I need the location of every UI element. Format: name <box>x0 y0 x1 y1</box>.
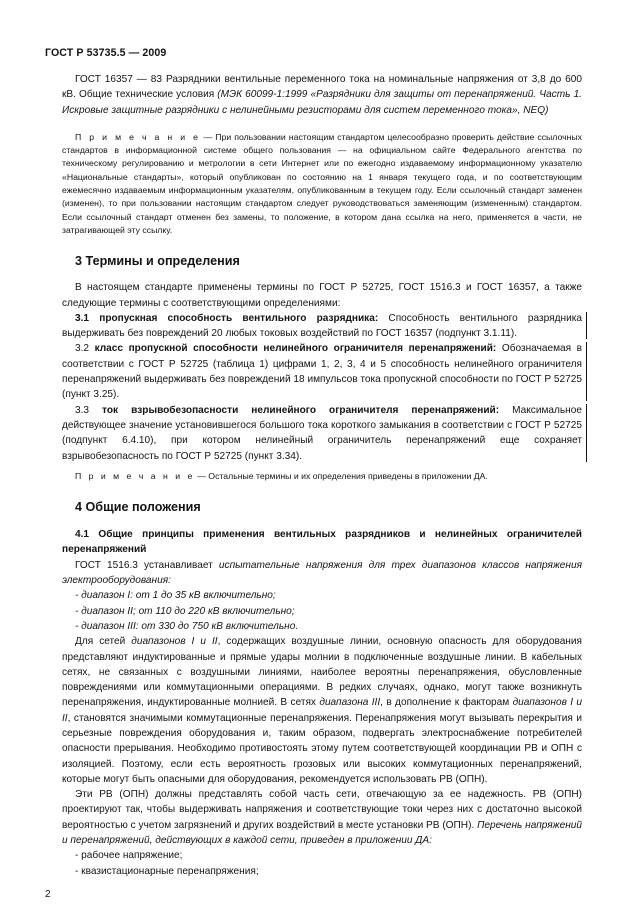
term-3-1 <box>62 311 582 342</box>
paragraph-overvoltage-danger: Для сетей диапазонов I и II, содержащих воздушные линии, основную опасность для оборудования представляют индуктированные и прямые удары молнии в подключенные воздушные линии. В кабельных сетях, не связанных с воздушными линиями, наиболее вероятны перенапряжения, обусловленные повреждениями или коммутационными операциями. В редких случаях, однако, могут также возникнуть перенапряжения, индуктированные молнией. В сетях диапазона III, в дополнение к факторам диапазонов I и II, становятся значимыми коммутационные перенапряжения. Перенапряжения могут вызывать перекрытия и серьезные повреждения оборудования и, таким образом, подвергать электроснабжение потребителей опасности прерывания. Необходимо противостоять этому путем соответствующей координации РВ и ОПН с изоляцией. Поэтому, если есть вероятность грозовых или высоких коммутационных перенапряжений, которые могут быть опасными для оборудования, рекомендуется использовать РВ (ОПН). <box>62 636 583 785</box>
term-3-3-name: ток взрывобезопасности нелинейного ограничителя перенапряжений: <box>89 404 500 416</box>
references-note: П р и м е ч а н и е — При пользовании настоящим стандартом целесообразно проверить действие ссылочных стандартов в информационной системе общего пользования — на официальном сайте Федерального агентства по техническому регулированию и метрологии в сети Интернет или по ежегодно издаваемому информационному указателю «Национальные стандарты», который опубликован по состоянию на 1 января текущего года, и по соответствующим ежемесячно издаваемым информационным указателям, опубликованным в текущем году. Если ссылочный стандарт заменен (изменен), то при пользовании настоящим стандартом следует руководствоваться заменяющим (измененным) стандартом. Если ссылочный стандарт отменен без замены, то положение, в котором дана ссылка на него, применяется в части, не затрагивающей эту ссылку. <box>62 131 582 235</box>
term-3-3-definition: Максимальное действующее значение установившегося большого тока короткого замыкания в соответствии с ГОСТ Р 52725 (подпункт 6.4.10), при котором нелинейный ограничитель перенапряжений еще сохраняет взрывобезопасность по ГОСТ Р 52725 (пункт 3.34). <box>62 404 582 462</box>
voltage-list-item: - рабочее напряжение; <box>75 850 183 862</box>
subsection-4-1-title: 4.1 Общие принципы применения вентильных разрядников и нелинейных ограничителей перенапряжений <box>62 529 582 556</box>
range-item: - диапазон II; от 110 до 220 кВ включительно; <box>75 605 295 617</box>
section-3-intro: В настоящем стандарте применены термины по ГОСТ Р 52725, ГОСТ 1516.3 и ГОСТ 16357, а также следующие термины с соответствующими определениями: <box>62 282 582 309</box>
section-4-title: 4 Общие положения <box>75 500 201 515</box>
term-3-2-name: класс пропускной способности нелинейного ограничителя перенапряжений: <box>89 343 497 355</box>
paragraph-test-voltages: ГОСТ 1516.3 устанавливает испытательные напряжения для трех диапазонов классов напряжения электрооборудования: <box>62 559 582 587</box>
section-3-title: 3 Термины и определения <box>75 254 240 269</box>
voltage-list-item: - квазистационарные перенапряжения; <box>75 865 259 877</box>
term-3-2-definition: Обозначаемая в соответствии с ГОСТ Р 52725 (таблица 1) цифрами 1, 2, 3, 4 и 5 способность нелинейного ограничителя перенапряжений выдерживать без повреждений 18 импульсов тока пропускной способности по ГОСТ Р 52725 (пункт 3.25). <box>62 343 583 401</box>
standard-header: ГОСТ Р 53735.5 — 2009 <box>45 47 167 59</box>
page-number: 2 <box>45 889 51 900</box>
terms-note: П р и м е ч а н и е — Остальные термины и их определения приведены в приложении ДА. <box>75 470 488 481</box>
range-item: - диапазон III: от 330 до 750 кВ включительно. <box>75 620 299 632</box>
term-3-1-definition: Способность вентильного разрядника выдерживать без повреждений 20 любых токовых воздействий по ГОСТ 16357 (подпункт 3.1.11). <box>62 312 582 340</box>
page-content <box>62 72 582 879</box>
term-3-2: 3.2 класс пропускной способности нелинейного ограничителя перенапряжений: Обозначаемая в соответствии с ГОСТ Р 52725 (таблица 1) цифрами 1, 2, 3, 4 и 5 способность нелинейного ограничителя перенапряжений выдерживать без повреждений 18 импульсов тока пропускной способности по ГОСТ Р 52725 (пункт 3.25). <box>62 341 582 402</box>
term-3-3: 3.3 ток взрывобезопасности нелинейного ограничителя перенапряжений: Максимальное действующее значение установившегося большого тока короткого замыкания в соответствии с ГОСТ Р 52725 (подпункт 6.4.10), при котором нелинейный ограничитель перенапряжений еще сохраняет взрывобезопасность по ГОСТ Р 52725 (пункт 3.34). <box>62 403 582 464</box>
reference-gost-16357: ГОСТ 16357 — 83 Разрядники вентильные переменного тока на номинальные напряжения от 3,8 до 600 кВ. Общие технические условия (МЭК 60099-1:1999 «Разрядники для защиты от перенапряжений. Часть 1. Искровые защитные разрядники с нелинейными резисторами для систем переменного тока», NEQ) <box>62 74 582 116</box>
term-3-1-name: 3.1 пропускная способность вентильного разрядника: <box>75 312 379 324</box>
change-bar <box>586 404 587 462</box>
paragraph-arrester-reliability: Эти РВ (ОПН) должны представлять собой часть сети, отвечающую за ее надежность. РВ (ОПН) проектируют так, чтобы выдерживать напряжения и соответствующие токи через них с достаточно высокой вероятностью с учетом загрязнений и других воздействий в месте установки РВ (ОПН). Перечень напряжений и перенапряжений, действующих в каждой сети, приведен в приложении ДА: <box>62 789 583 847</box>
range-item: - диапазон I: от 1 до 35 кВ включительно; <box>75 590 276 602</box>
change-bar <box>586 312 587 340</box>
change-bar <box>586 342 587 400</box>
